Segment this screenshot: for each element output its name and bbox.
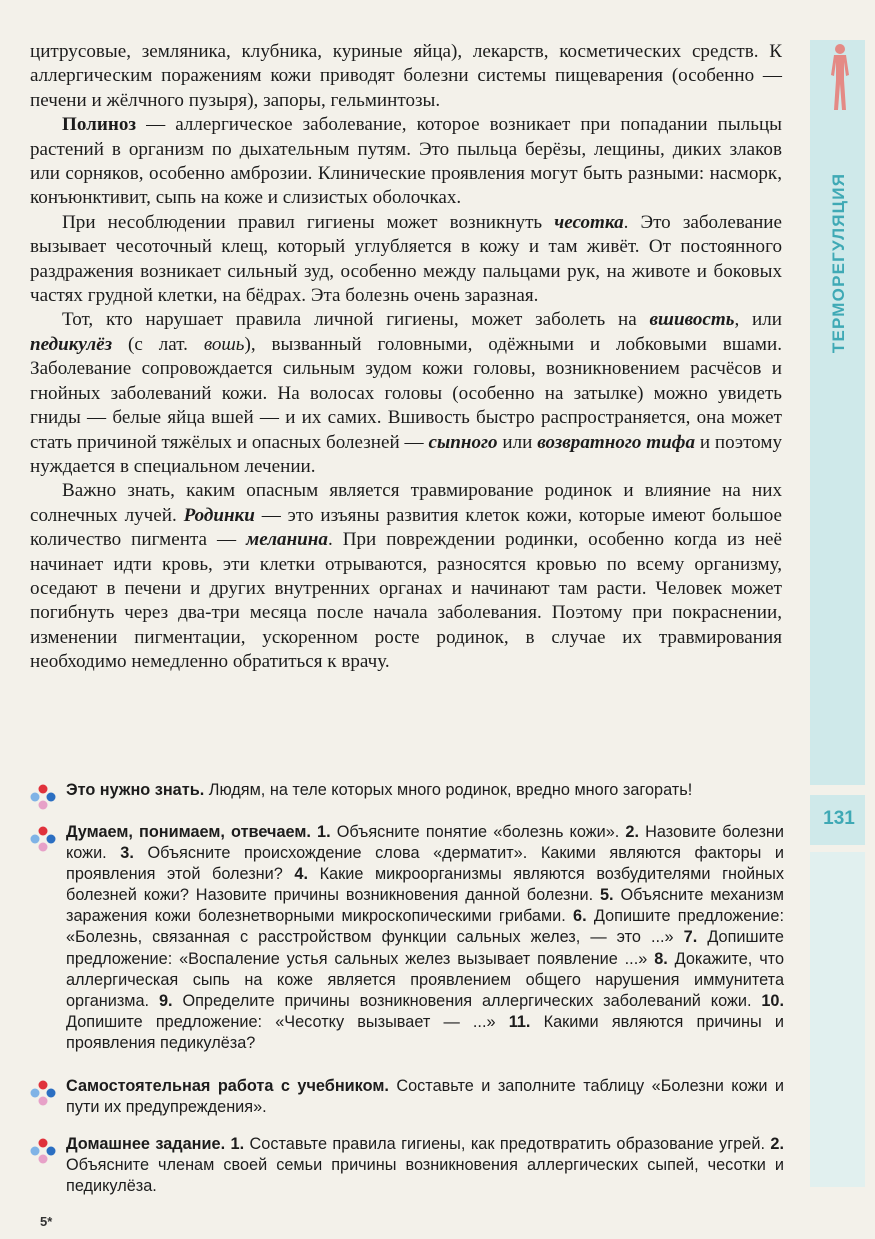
question-item: 11. Какими являются причины и проявления педикулёза? [66, 1012, 784, 1052]
flower-dots-icon [28, 824, 58, 854]
flower-dots-icon [28, 1078, 58, 1108]
homework-heading: Домашнее задание. [66, 1135, 226, 1153]
term-rodinki: Родинки [183, 504, 255, 526]
section-label: ТЕРМОРЕГУЛЯЦИЯ [829, 172, 848, 353]
term-polinoz: Полиноз [62, 114, 137, 136]
question-item: 1. Объясните понятие «болезнь кожи». [317, 823, 620, 841]
latin-word: вошь [203, 333, 245, 355]
selfwork-text: Составьте и заполните таблицу «Болезни кожи и пути их предупреждения». [66, 1077, 784, 1117]
questions-text [66, 822, 784, 1054]
term-melanina: меланина [246, 529, 328, 551]
know-heading: Это нужно знать. [66, 781, 205, 799]
question-item: 3. Объясните происхождение слова «дерматит». Какими являются факторы и проявления этой болезни? [66, 844, 784, 884]
signature-mark: 5* [40, 1214, 53, 1229]
term-vshivost: вшивость [649, 309, 735, 331]
flower-dots-icon [28, 1136, 58, 1166]
selfwork-block [28, 1076, 784, 1118]
paragraph-polinoz: Полиноз — аллергическое заболевание, которое возникает при попадании пыльцы растений в организм по дыхательным путям. Это пыльца берёзы, лещины, диких злаков или сорняков, особенно амброзии. Клинические проявления могут быть разными: насморк, конъюнктивит, сыпь на коже и слизистых оболочках. [30, 114, 782, 209]
term-sypnogo: сыпного [428, 431, 498, 453]
question-item: 6. Допишите предложение: «Болезнь, связанная с расстройством функции сальных желез, — это ...» [66, 907, 784, 947]
homework-block [28, 1134, 784, 1197]
flower-dots-icon [28, 782, 58, 812]
human-figure-icon [826, 42, 854, 112]
paragraph-rodinki: Важно знать, каким опасным является травмирование родинок и влияние на них солнечных лучей. Родинки — это изъяны развития клеток кожи, которые имеют большое количество пигмента — меланина. При повреждении родинки, особенно когда из неё начинает идти кровь, эти клетки отрываются, разносятся кровью по всему организму, оседают в печени и других внутренних органах и начинают там расти. Человек может погибнуть через два-три месяца после начала заболевания. Поэтому при покраснении, изменении пигментации, ускоренном росте родинок, в случае их травмирования необходимо немедленно обратиться к врачу. [30, 480, 783, 673]
question-item: 10. Допишите предложение: «Чесотку вызывает — ...» [66, 991, 784, 1031]
sidebar-lower-band [810, 852, 865, 1187]
question-item: 9. Определите причины возникновения аллергических заболеваний кожи. [158, 991, 752, 1010]
term-pedikulez: педикулёз [30, 333, 113, 355]
questions-heading: Думаем, понимаем, отвечаем. [66, 823, 311, 841]
questions-block [28, 822, 784, 1054]
page-number: 131 [823, 808, 855, 829]
question-item: 4. Какие микроорганизмы являются возбудителями гнойных болезней кожи? Назовите причины возникновения данной болезни. [66, 865, 784, 905]
homework-item: 2. Объясните членам своей семьи причины возникновения аллергических сыпей, чесотки и педикулёза. [66, 1135, 784, 1196]
term-vozvratnogo-tifa: возвратного тифа [537, 431, 695, 453]
paragraph-chesotka: При несоблюдении правил гигиены может возникнуть чесотка. Это заболевание вызывает чесоточный клещ, который углубляется в кожу и там живёт. От постоянного раздражения возникает сильный зуд, особенно между пальцами рук, на животе и боковых частях грудной клетки, на бёдрах. Эта болезнь очень заразная. [30, 211, 782, 307]
sidebar-band [810, 40, 865, 785]
question-item: 8. Докажите, что аллергическая сыпь на коже является проявлением общего нарушения иммунитета организма. [66, 949, 784, 1010]
term-chesotka: чесотка [554, 211, 624, 233]
question-item: 2. Назовите болезни кожи. [66, 823, 785, 863]
question-item: 7. Допишите предложение: «Воспаление устья сальных желез вызывает появление ...» [66, 928, 784, 968]
selfwork-heading: Самостоятельная работа с учебником. [66, 1077, 389, 1095]
paragraph-1: цитрусовые, земляника, клубника, куриные яйца), лекарств, косметических средств. К аллергическим поражениям кожи приводят болезни системы пищеварения (особенно — печени и жёлчного пузыря), запоры, гельминтозы. [30, 41, 782, 111]
know-block [28, 780, 784, 801]
know-text: Людям, на теле которых много родинок, вредно много загорать! [204, 781, 693, 799]
main-text [30, 40, 782, 675]
homework-item: 1. Составьте правила гигиены, как предотвратить образование угрей. [230, 1135, 765, 1153]
question-item: 5. Объясните механизм заражения кожи болезнетворными микроскопическими грибами. [66, 886, 784, 926]
paragraph-pediculosis: Тот, кто нарушает правила личной гигиены, может заболеть на вшивость, или педикулёз (с лат. вошь), вызванный головными, одёжными и лобковыми вшами. Заболевание сопровождается сильным зудом кожи головы, возникновением расчёсов и гнойных заболеваний кожи. На волосах головы (особенно на затылке) можно увидеть гниды — белые яйца вшей — и их самих. Вшивость быстро распространяется, она может стать причиной тяжёлых и опасных болезней — сыпного или возвратного тифа и поэтому нуждается в специальном лечении. [30, 309, 783, 477]
